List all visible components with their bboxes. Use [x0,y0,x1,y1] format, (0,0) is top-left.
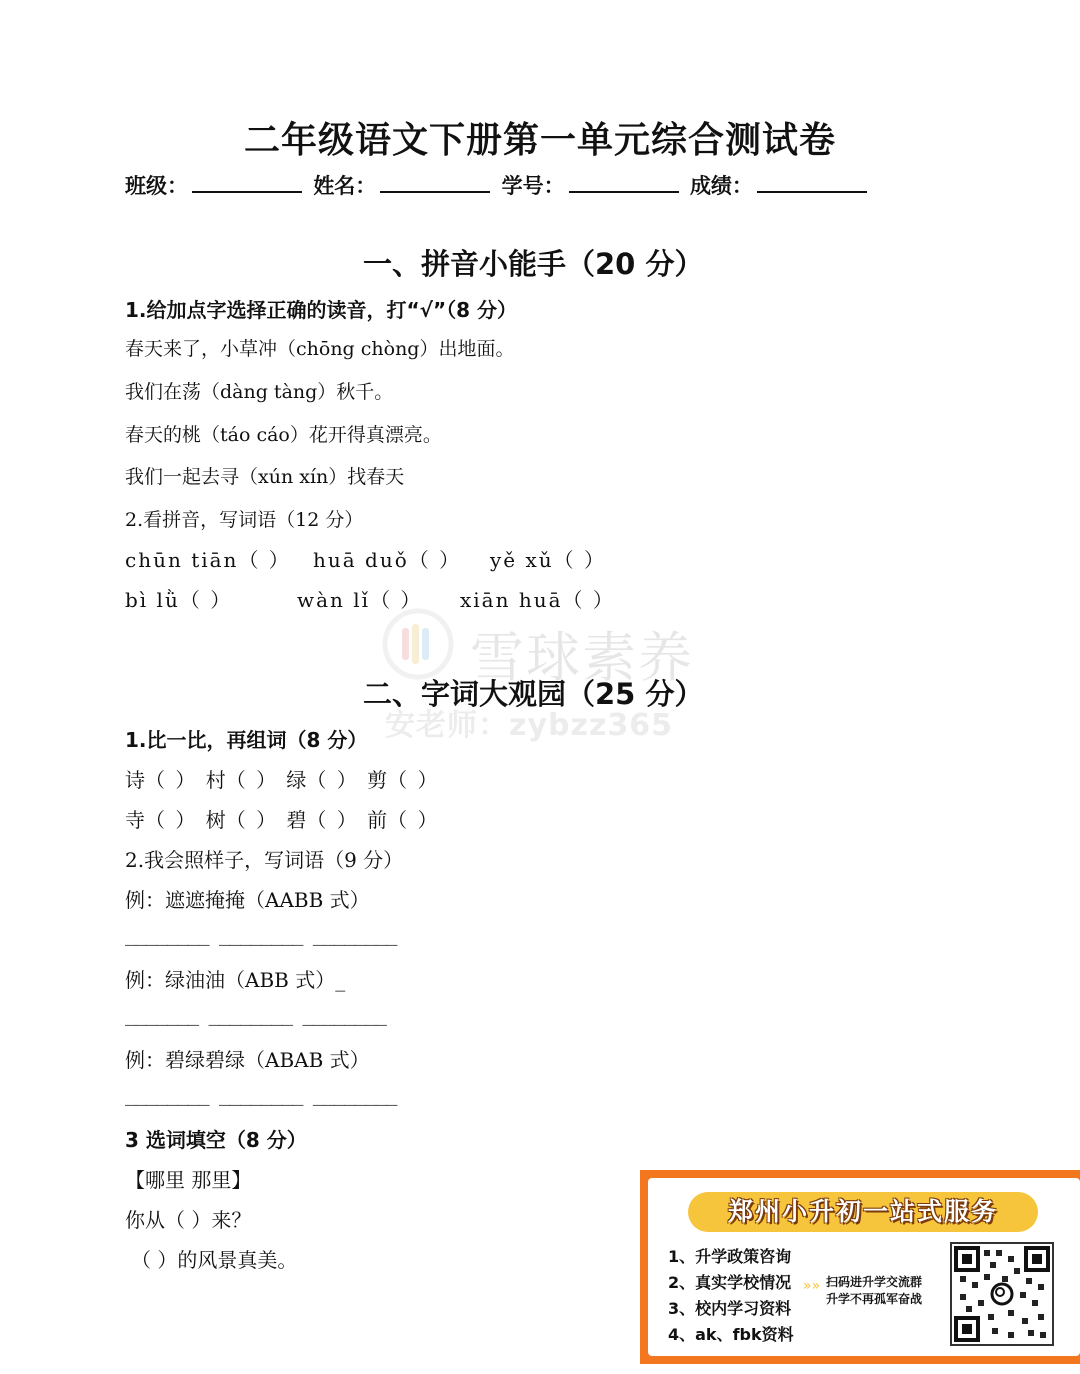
s1-line-4: 我们一起去寻（xún xín）找春天 [125,466,405,488]
promo-item: 2、真实学校情况 [668,1273,792,1292]
pinyin-item: huā duǒ（ ） [313,548,462,572]
promo-item: 4、ak、fbk资料 [668,1325,794,1344]
id-blank [569,173,679,193]
s1-line-2: 我们在荡（dàng tàng）秋千。 [125,381,394,403]
score-blank [757,173,867,193]
pinyin-item: chūn tiān（ ） [125,548,291,572]
example-2: 例：绿油油（ABB 式）_ [125,968,346,992]
promo-card [648,1178,1080,1356]
qr-code-icon[interactable] [950,1242,1054,1346]
promo-item: 1、升学政策咨询 [668,1247,792,1266]
promo-list [668,1244,794,1348]
promo-headline: 郑州小升初一站式服务 [688,1192,1038,1232]
s1-line-3: 春天的桃（táo cáo）花开得真漂亮。 [125,424,442,446]
answer-blanks-3: ________ ________ ________ [125,1084,397,1106]
section2-question2: 2.我会照样子，写词语（9 分） [125,848,404,872]
student-info-row [125,170,871,200]
pinyin-item: yě xǔ（ ） [490,548,607,572]
pinyin-item: bì lǜ（ ） [125,588,233,612]
compare-row-2: 寺（ ） 树（ ） 碧（ ） 前（ ） [125,808,438,832]
score-label: 成绩： [689,174,753,198]
promo-note-line: 升学不再孤军奋战 [826,1292,923,1306]
fill-sentence-2: （ ）的风景真美。 [131,1248,298,1272]
class-blank [192,173,302,193]
watermark-contact: 安老师：zybzz365 [385,708,674,743]
page-title: 二年级语文下册第一单元综合测试卷 [243,120,836,161]
s1-line-1: 春天来了，小草冲（chōng chòng）出地面。 [125,338,515,360]
promo-note-line: 扫码进升学交流群 [826,1275,923,1289]
name-blank [380,173,490,193]
section1-question1: 1.给加点字选择正确的读音，打“√”（8 分） [125,298,518,322]
promo-note [826,1274,922,1308]
chevrons-right-icon: »» [803,1278,821,1294]
answer-blanks-2: _______ ________ ________ [125,1004,386,1026]
word-choice: 【哪里 那里】 [125,1168,252,1192]
section2-question3: 3 选词填空（8 分） [125,1128,307,1152]
promo-banner[interactable] [640,1170,1080,1364]
section1-question2: 2.看拼音，写词语（12 分） [125,509,364,531]
pinyin-item: wàn lǐ（ ） [297,588,423,612]
example-3: 例：碧绿碧绿（ABAB 式） [125,1048,370,1072]
section2-question1: 1.比一比，再组词（8 分） [125,728,368,752]
pinyin-item: xiān huā（ ） [460,588,615,612]
fill-sentence-1: 你从（ ）来？ [125,1208,252,1232]
class-label: 班级： [125,174,188,198]
name-label: 姓名： [313,174,377,198]
promo-item: 3、校内学习资料 [668,1299,792,1318]
answer-blanks-1: ________ ________ ________ [125,924,397,946]
compare-row-1: 诗（ ） 村（ ） 绿（ ） 剪（ ） [125,768,438,792]
example-1: 例：遮遮掩掩（AABB 式） [125,888,370,912]
section1-heading: 一、拼音小能手（20 分） [363,247,704,281]
section2-heading: 二、字词大观园（25 分） [363,677,704,711]
watermark-brand: 雪球素养 [470,626,694,689]
watermark-logo-icon [382,608,454,680]
id-label: 学号： [501,174,565,198]
